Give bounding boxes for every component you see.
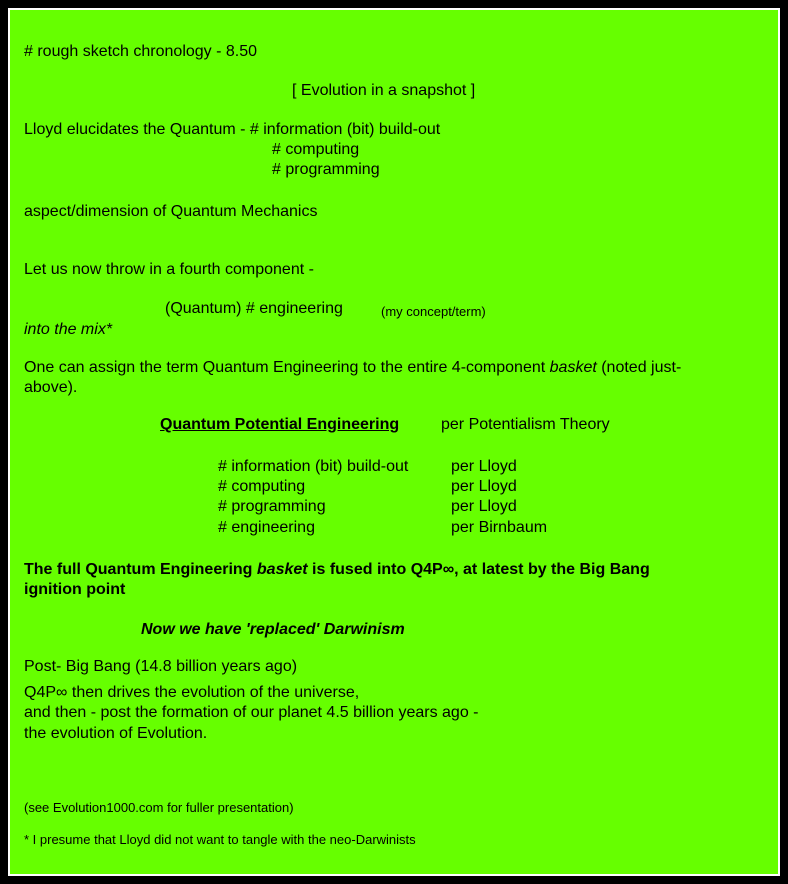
- table-source: per Lloyd: [451, 478, 517, 495]
- table-item: # computing: [218, 478, 306, 495]
- white-inner-border: [8, 8, 780, 876]
- table-source: per Birnbaum: [451, 519, 548, 536]
- assign-line-1: [24, 358, 681, 378]
- fourth-component-line: Let us now throw in a fourth component -: [24, 261, 314, 278]
- lloyd-item-programming: # programming: [272, 161, 380, 178]
- post-bang-line: Post- Big Bang (14.8 billion years ago): [24, 658, 298, 675]
- drives-line-1: Q4P∞ then drives the evolution of the universe,: [24, 684, 360, 701]
- fused-text-b: is fused into Q4P∞, at latest by the Big Bang: [307, 561, 650, 578]
- fused-line-1: [24, 560, 650, 580]
- header-line: # rough sketch chronology - 8.50: [24, 43, 258, 60]
- fused-line-2: ignition point: [24, 581, 126, 598]
- fused-basket: basket: [256, 561, 308, 578]
- lloyd-item-computing: # computing: [272, 141, 360, 158]
- footnote: * I presume that Lloyd did not want to tangle with the neo-Darwinists: [24, 832, 416, 847]
- lloyd-intro: Lloyd elucidates the Quantum - # information (bit) build-out: [24, 121, 441, 138]
- drives-line-3: the evolution of Evolution.: [24, 725, 208, 742]
- engineering-note: (my concept/term): [381, 304, 486, 319]
- into-mix: into the mix*: [24, 321, 113, 338]
- qpe-per: per Potentialism Theory: [441, 416, 610, 433]
- drives-line-2: and then - post the formation of our planet 4.5 billion years ago -: [24, 704, 479, 721]
- assign-line-2: above).: [24, 379, 78, 396]
- table-item: # programming: [218, 498, 326, 515]
- table-item: # information (bit) build-out: [218, 458, 409, 475]
- assign-basket: basket: [549, 359, 597, 376]
- table-source: per Lloyd: [451, 458, 517, 475]
- assign-text-b: (noted just-: [596, 359, 682, 376]
- table-item: # engineering: [218, 519, 315, 536]
- darwinism-line: Now we have 'replaced' Darwinism: [141, 621, 405, 638]
- engineering-term: (Quantum) # engineering: [165, 300, 343, 317]
- see-more-line: (see Evolution1000.com for fuller presentation): [24, 800, 294, 815]
- aspect-line: aspect/dimension of Quantum Mechanics: [24, 203, 318, 220]
- subtitle: [ Evolution in a snapshot ]: [292, 82, 476, 99]
- table-source: per Lloyd: [451, 498, 517, 515]
- fused-text-a: The full Quantum Engineering: [24, 561, 257, 578]
- document-panel: [10, 10, 778, 874]
- qpe-title: Quantum Potential Engineering: [160, 416, 400, 433]
- assign-text-a: One can assign the term Quantum Engineering to the entire 4-component: [24, 359, 550, 376]
